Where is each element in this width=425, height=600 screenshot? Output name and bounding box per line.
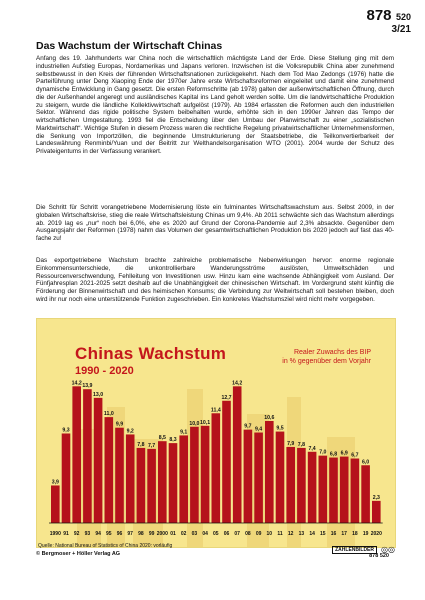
chart-title: Chinas Wachstum	[75, 344, 227, 363]
chart-label-line-1: Realer Zuwachs des BIP	[293, 349, 371, 356]
bar-value-label: 7,4	[308, 445, 316, 452]
bar-value-label: 9,3	[62, 427, 70, 434]
bar-value-label: 13,0	[93, 391, 104, 398]
bar-value-label: 3,9	[51, 479, 59, 486]
bar-value-label: 10,1	[200, 419, 211, 426]
bar-08	[244, 430, 253, 523]
page-number-block	[366, 8, 411, 35]
bar-value-label: 7,8	[297, 441, 306, 448]
page-number: 878	[366, 7, 392, 24]
bar-value-label: 6,8	[329, 451, 338, 458]
chart-subtitle: 1990 - 2020	[75, 365, 134, 377]
bar-01	[169, 443, 178, 523]
bar-value-label: 7,9	[287, 440, 295, 447]
bar-2000	[158, 441, 167, 523]
bar-94	[94, 398, 103, 523]
x-tick-label: 98	[138, 531, 144, 537]
bar-03	[190, 427, 199, 523]
x-tick-label: 01	[170, 531, 176, 537]
bar-93	[83, 389, 92, 523]
bar-value-label: 9,9	[115, 421, 124, 428]
x-tick-label: 2000	[156, 531, 168, 537]
x-tick-label: 16	[330, 531, 337, 537]
bar-95	[105, 417, 114, 523]
bar-13	[297, 448, 306, 523]
growth-chart	[36, 318, 396, 548]
x-tick-label: 06	[223, 531, 230, 537]
chart-source: Quelle: National Bureau of Statistics of China 2020: vorläufig	[38, 543, 173, 549]
x-tick-label: 91	[63, 531, 69, 537]
bar-value-label: 11,4	[210, 407, 221, 414]
paragraph-3: Das exportgetriebene Wachstum brachte zahlreiche problematische Nebenwirkungen hervor: enorme regionale Einkommensunterschiede, die unkontrollierbare Wanderungsströme auslösten, Umweltschäden und Ressourcenverschwendung, Fehlleitung von Investitionen usw. Hinzu kam eine wachsende Abhängigkeit vom Ausland. Der Fünfjahresplan 2021-2025 setzt deshalb auf die Unabhängigkeit der chinesischen Wirtschaft. Im Vordergrund steht künftig die Förderung der Binnenwirtschaft und des heimischen Konsums; die Verbindung zur Weltwirtschaft soll bestehen bleiben, doch wird ihr nur noch eine unterstützende Funktion zugeschrieben. Ein konkretes Wachstumsziel wird nicht mehr vorgegeben.	[36, 257, 394, 303]
bar-value-label: 9,5	[276, 425, 284, 432]
bar-value-label: 14,2	[232, 380, 243, 387]
x-tick-label: 2020	[370, 531, 382, 537]
article-title: Das Wachstum der Wirtschaft Chinas	[36, 40, 223, 52]
bar-value-label: 8,5	[158, 435, 166, 442]
bar-18	[351, 459, 360, 523]
bar-04	[201, 426, 210, 523]
x-tick-label: 13	[298, 531, 305, 537]
x-tick-label: 10	[266, 531, 273, 537]
bar-value-label: 11,0	[103, 411, 114, 418]
bar-05	[212, 413, 221, 523]
chart-label-line-2: in % gegenüber dem Vorjahr	[282, 357, 371, 365]
x-tick-label: 15	[320, 531, 326, 537]
paragraph-1: Anfang des 19. Jahrhunderts war China noch die wirtschaftlich mächtigste Land der Erde. Diese Stellung ging mit dem industriellen Aufstieg Europas, Nordamerikas und Japans verloren. Inzwischen ist die Volksrepublik China aber zunehmend selbstbewusst in den Kreis der führenden Wirtschaftsnationen zurückgekehrt. Nach dem Tod Mao Zedongs (1976) hatte die Parteiführung unter Deng Xiaoping Ende der 1970er Jahre erste Wirtschaftsreformen eingeleitet und damit eine zunehmend dynamische Entwicklung in Gang gesetzt. Die ersten Reformschritte (ab 1978) galten der außenwirtschaftlichen Öffnung, durch die der Außenhandel angeregt und ausländisches Kapital ins Land geholt werden sollte. Um die landwirtschaftliche Produktion zu steigern, wurde die ländliche Kollektivwirtschaft aufgelöst (1979). Ab 1984 erfassten die Reformen auch den industriellen Sektor. Während das rigide politische System beibehalten wurde, erhöhte sich in den 1990er Jahren das Tempo der wirtschaftlichen Umgestaltung. 1993 fiel die Entscheidung über den Umbau der Planwirtschaft zu einer „sozialistischen Marktwirtschaft“. Wichtige Stufen in diesem Prozess waren die rechtliche Regelung privatwirtschaftlicher Unternehmensformen, die Senkung von Importzöllen, die beginnende Umstrukturierung der Staatsbetriebe, die Teilkonvertierbarkeit der Landeswährung Renminbi/Yuan und der Beitritt zur Welthandelsorganisation WTO (2001). 2004 wurde der Schutz des Privateigentums in der Verfassung verankert.	[36, 55, 394, 155]
bar-value-label: 7,7	[147, 442, 156, 449]
bar-1990	[51, 485, 60, 523]
bar-value-label: 6,7	[351, 452, 359, 459]
x-tick-label: 14	[309, 531, 315, 537]
copyright: © Bergmoser + Höller Verlag AG	[36, 551, 121, 557]
bar-11	[276, 432, 285, 523]
bar-92	[72, 386, 81, 523]
brand-logo-icon: ◎◎	[381, 545, 395, 554]
x-tick-label: 17	[341, 531, 347, 537]
x-tick-label: 99	[148, 531, 155, 537]
bar-value-label: 9,7	[244, 423, 252, 430]
x-tick-label: 92	[73, 531, 80, 537]
chart-value-label	[282, 349, 371, 366]
brand-label: ZAHLENBILDER	[332, 546, 377, 554]
x-tick-label: 95	[106, 531, 112, 537]
bar-2020	[372, 501, 381, 523]
bar-value-label: 2,3	[372, 494, 380, 501]
bar-12	[286, 447, 295, 523]
bar-value-label: 14,2	[71, 380, 82, 387]
x-tick-label: 94	[95, 531, 101, 537]
x-tick-label: 11	[277, 531, 283, 537]
x-tick-label: 1990	[49, 531, 61, 537]
x-tick-label: 96	[116, 531, 123, 537]
bar-value-label: 9,1	[180, 429, 188, 436]
x-tick-label: 12	[287, 531, 294, 537]
footer-code: 878 520	[369, 553, 389, 559]
bar-98	[137, 448, 146, 523]
x-tick-label: 05	[213, 531, 219, 537]
paragraph-2: Die Schritt für Schritt vorangetriebene Modernisierung löste ein fulminantes Wirtschaftswachstum aus. Selbst 2009, in der globalen Wirtschaftskrise, stieg die reale Wirtschaftsleistung Chinas um 9,4%. Ab 2011 schwächte sich das Wachstum allerdings ab. 2019 lag es „nur“ noch bei 6,0%, ehe es 2020 auf Grund der Corona-Pandemie auf 2,3% absackte. Gegenüber dem Ausgangsjahr der Reformen (1978) nahm das Volumen der gesamtwirtschaftlichen Produktion bis 2020 jedoch auf fast das 40-fache zu!	[36, 204, 394, 242]
x-tick-label: 09	[255, 531, 262, 537]
bar-value-label: 13,9	[82, 383, 93, 390]
bar-value-label: 10,6	[264, 414, 275, 421]
x-tick-label: 18	[352, 531, 358, 537]
bar-14	[308, 452, 317, 523]
bar-value-label: 6,0	[361, 459, 370, 466]
bar-15	[319, 456, 328, 523]
bar-value-label: 9,4	[254, 426, 263, 433]
x-tick-label: 19	[362, 531, 369, 537]
bar-17	[340, 457, 349, 523]
x-tick-label: 04	[202, 531, 208, 537]
bar-value-label: 7,8	[137, 441, 145, 448]
bar-value-label: 7,0	[319, 449, 327, 456]
bar-10	[265, 421, 274, 523]
page-number-suffix: 520	[395, 12, 411, 22]
bars-group	[49, 380, 383, 537]
bar-97	[126, 434, 135, 523]
bar-91	[62, 433, 71, 523]
bar-02	[179, 435, 188, 523]
bar-96	[115, 428, 124, 523]
bar-99	[147, 449, 156, 523]
x-tick-label: 07	[234, 531, 240, 537]
x-tick-label: 93	[84, 531, 91, 537]
bar-09	[254, 433, 263, 523]
x-tick-label: 97	[127, 531, 133, 537]
x-tick-label: 02	[180, 531, 187, 537]
issue-number: 3/21	[391, 23, 411, 35]
x-tick-label: 03	[191, 531, 198, 537]
bar-19	[361, 465, 370, 523]
bar-value-label: 8,3	[169, 437, 177, 444]
bar-value-label: 9,2	[126, 428, 134, 435]
x-tick-label: 08	[245, 531, 251, 537]
bar-07	[233, 386, 242, 523]
bar-value-label: 10,0	[189, 420, 200, 427]
bar-value-label: 12,7	[221, 394, 232, 401]
bar-06	[222, 401, 231, 523]
bar-16	[329, 458, 338, 523]
bar-value-label: 6,9	[340, 450, 348, 457]
